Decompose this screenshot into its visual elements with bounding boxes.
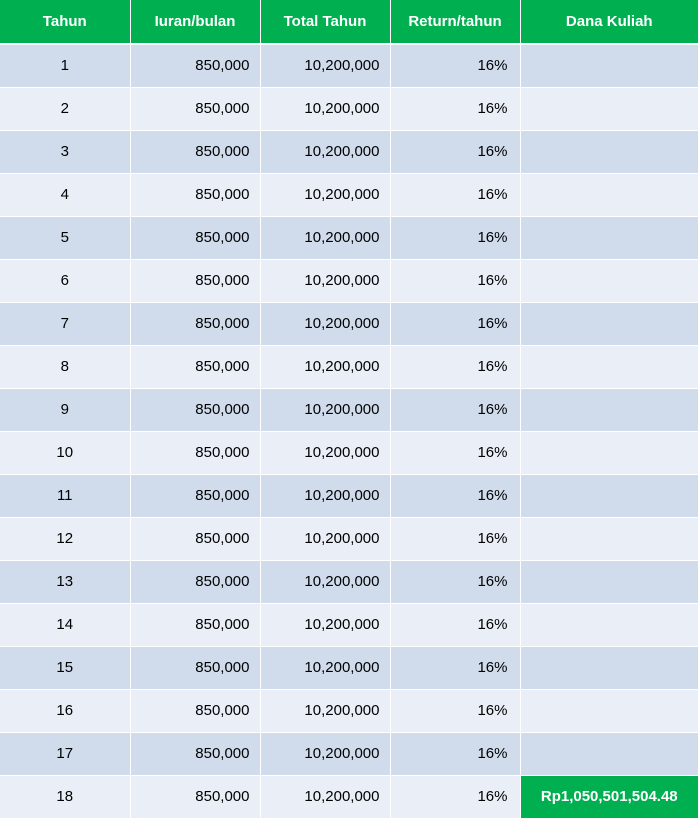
cell-total-tahun: 10,200,000: [260, 87, 390, 130]
header-tahun: Tahun: [0, 0, 130, 44]
table-body: [0, 44, 698, 818]
cell-return-tahun: 16%: [390, 44, 520, 87]
cell-iuran-bulan: 850,000: [130, 130, 260, 173]
cell-dana-kuliah: [520, 173, 698, 216]
cell-total-tahun: 10,200,000: [260, 775, 390, 818]
cell-dana-kuliah: [520, 345, 698, 388]
cell-dana-kuliah: [520, 302, 698, 345]
table-row: [0, 689, 698, 732]
cell-tahun: 3: [0, 130, 130, 173]
cell-iuran-bulan: 850,000: [130, 517, 260, 560]
cell-total-tahun: 10,200,000: [260, 216, 390, 259]
cell-return-tahun: 16%: [390, 646, 520, 689]
cell-return-tahun: 16%: [390, 603, 520, 646]
cell-return-tahun: 16%: [390, 130, 520, 173]
cell-dana-kuliah: Rp1,050,501,504.48: [520, 775, 698, 818]
header-row: [0, 0, 698, 44]
cell-tahun: 4: [0, 173, 130, 216]
cell-dana-kuliah: [520, 474, 698, 517]
cell-iuran-bulan: 850,000: [130, 603, 260, 646]
cell-iuran-bulan: 850,000: [130, 44, 260, 87]
cell-dana-kuliah: [520, 732, 698, 775]
cell-iuran-bulan: 850,000: [130, 388, 260, 431]
table-row: [0, 517, 698, 560]
table-row: [0, 474, 698, 517]
cell-return-tahun: 16%: [390, 216, 520, 259]
cell-total-tahun: 10,200,000: [260, 44, 390, 87]
cell-return-tahun: 16%: [390, 689, 520, 732]
cell-iuran-bulan: 850,000: [130, 216, 260, 259]
cell-return-tahun: 16%: [390, 775, 520, 818]
cell-tahun: 13: [0, 560, 130, 603]
cell-tahun: 15: [0, 646, 130, 689]
cell-total-tahun: 10,200,000: [260, 173, 390, 216]
table-row: [0, 216, 698, 259]
table-row: [0, 130, 698, 173]
cell-dana-kuliah: [520, 259, 698, 302]
cell-total-tahun: 10,200,000: [260, 259, 390, 302]
cell-return-tahun: 16%: [390, 345, 520, 388]
cell-dana-kuliah: [520, 87, 698, 130]
cell-iuran-bulan: 850,000: [130, 474, 260, 517]
cell-tahun: 10: [0, 431, 130, 474]
table-row: [0, 345, 698, 388]
cell-dana-kuliah: [520, 388, 698, 431]
cell-tahun: 1: [0, 44, 130, 87]
table-row: [0, 775, 698, 818]
cell-tahun: 8: [0, 345, 130, 388]
cell-tahun: 2: [0, 87, 130, 130]
cell-return-tahun: 16%: [390, 173, 520, 216]
cell-dana-kuliah: [520, 603, 698, 646]
cell-total-tahun: 10,200,000: [260, 302, 390, 345]
cell-iuran-bulan: 850,000: [130, 173, 260, 216]
cell-iuran-bulan: 850,000: [130, 259, 260, 302]
cell-tahun: 11: [0, 474, 130, 517]
cell-return-tahun: 16%: [390, 474, 520, 517]
cell-dana-kuliah: [520, 44, 698, 87]
cell-return-tahun: 16%: [390, 259, 520, 302]
table-row: [0, 302, 698, 345]
cell-return-tahun: 16%: [390, 732, 520, 775]
table-row: [0, 388, 698, 431]
cell-tahun: 7: [0, 302, 130, 345]
cell-return-tahun: 16%: [390, 302, 520, 345]
cell-tahun: 16: [0, 689, 130, 732]
cell-return-tahun: 16%: [390, 87, 520, 130]
cell-dana-kuliah: [520, 431, 698, 474]
table-row: [0, 87, 698, 130]
cell-iuran-bulan: 850,000: [130, 732, 260, 775]
table-row: [0, 259, 698, 302]
cell-return-tahun: 16%: [390, 388, 520, 431]
cell-iuran-bulan: 850,000: [130, 302, 260, 345]
cell-total-tahun: 10,200,000: [260, 345, 390, 388]
header-return-tahun: Return/tahun: [390, 0, 520, 44]
cell-tahun: 18: [0, 775, 130, 818]
cell-iuran-bulan: 850,000: [130, 689, 260, 732]
header-iuran-bulan: Iuran/bulan: [130, 0, 260, 44]
cell-iuran-bulan: 850,000: [130, 775, 260, 818]
cell-return-tahun: 16%: [390, 560, 520, 603]
cell-tahun: 17: [0, 732, 130, 775]
cell-dana-kuliah: [520, 646, 698, 689]
cell-dana-kuliah: [520, 216, 698, 259]
cell-tahun: 12: [0, 517, 130, 560]
table-row: [0, 431, 698, 474]
table-row: [0, 560, 698, 603]
cell-total-tahun: 10,200,000: [260, 130, 390, 173]
cell-return-tahun: 16%: [390, 431, 520, 474]
header-total-tahun: Total Tahun: [260, 0, 390, 44]
cell-total-tahun: 10,200,000: [260, 517, 390, 560]
cell-tahun: 9: [0, 388, 130, 431]
cell-iuran-bulan: 850,000: [130, 431, 260, 474]
table-row: [0, 732, 698, 775]
cell-total-tahun: 10,200,000: [260, 732, 390, 775]
cell-total-tahun: 10,200,000: [260, 560, 390, 603]
cell-iuran-bulan: 850,000: [130, 345, 260, 388]
cell-total-tahun: 10,200,000: [260, 603, 390, 646]
cell-tahun: 5: [0, 216, 130, 259]
cell-total-tahun: 10,200,000: [260, 388, 390, 431]
cell-total-tahun: 10,200,000: [260, 646, 390, 689]
cell-total-tahun: 10,200,000: [260, 431, 390, 474]
cell-iuran-bulan: 850,000: [130, 560, 260, 603]
cell-dana-kuliah: [520, 689, 698, 732]
cell-total-tahun: 10,200,000: [260, 689, 390, 732]
table-row: [0, 173, 698, 216]
cell-total-tahun: 10,200,000: [260, 474, 390, 517]
cell-dana-kuliah: [520, 130, 698, 173]
table-row: [0, 603, 698, 646]
cell-tahun: 6: [0, 259, 130, 302]
cell-dana-kuliah: [520, 517, 698, 560]
cell-iuran-bulan: 850,000: [130, 87, 260, 130]
cell-dana-kuliah: [520, 560, 698, 603]
table-row: [0, 646, 698, 689]
cell-iuran-bulan: 850,000: [130, 646, 260, 689]
header-dana-kuliah: Dana Kuliah: [520, 0, 698, 44]
cell-return-tahun: 16%: [390, 517, 520, 560]
cell-tahun: 14: [0, 603, 130, 646]
table-row: [0, 44, 698, 87]
